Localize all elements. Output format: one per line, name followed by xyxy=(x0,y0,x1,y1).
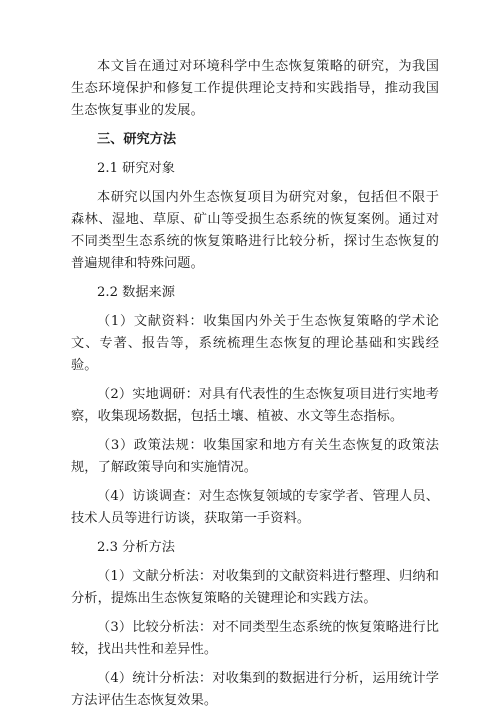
data-source-item: （3）政策法规：收集国家和地方有关生态恢复的政策法规，了解政策导向和实施情况。 xyxy=(71,438,439,476)
subsection-title-data-sources: 2.2 数据来源 xyxy=(97,285,175,301)
section-title-methods: 三、研究方法 xyxy=(97,132,177,148)
research-object-paragraph: 本研究以国内外生态恢复项目为研究对象，包括但不限于森林、湿地、草原、矿山等受损生态系统的恢复案例。通过对不同类型生态系统的恢复策略进行比较分析，探讨生态恢复的普遍规律和特殊问题。 xyxy=(71,189,439,272)
analysis-method-item: （1）文献分析法：对收集到的文献资料进行整理、归纳和分析，提炼出生态恢复策略的关键理论和实践方法。 xyxy=(71,569,439,607)
analysis-method-item: （3）比较分析法：对不同类型生态系统的恢复策略进行比较，找出共性和差异性。 xyxy=(71,620,439,658)
analysis-method-item: （4）统计分析法：对收集到的数据进行分析，运用统计学方法评估生态恢复效果。 xyxy=(71,671,439,709)
subsection-title-analysis-methods: 2.3 分析方法 xyxy=(97,540,175,556)
document-page xyxy=(71,56,439,719)
data-source-item: （2）实地调研：对具有代表性的生态恢复项目进行实地考察，收集现场数据，包括土壤、植被、水文等生态指标。 xyxy=(71,387,439,425)
intro-paragraph: 本文旨在通过对环境科学中生态恢复策略的研究，为我国生态环境保护和修复工作提供理论支持和实践指导，推动我国生态恢复事业的发展。 xyxy=(71,59,439,119)
data-source-item: （4）访谈调查：对生态恢复领域的专家学者、管理人员、技术人员等进行访谈，获取第一手资料。 xyxy=(71,489,439,527)
subsection-title-research-object: 2.1 研究对象 xyxy=(97,161,175,176)
data-source-item: （1）文献资料：收集国内外关于生态恢复策略的学术论文、专著、报告等，系统梳理生态恢复的理论基础和实践经验。 xyxy=(71,314,439,374)
